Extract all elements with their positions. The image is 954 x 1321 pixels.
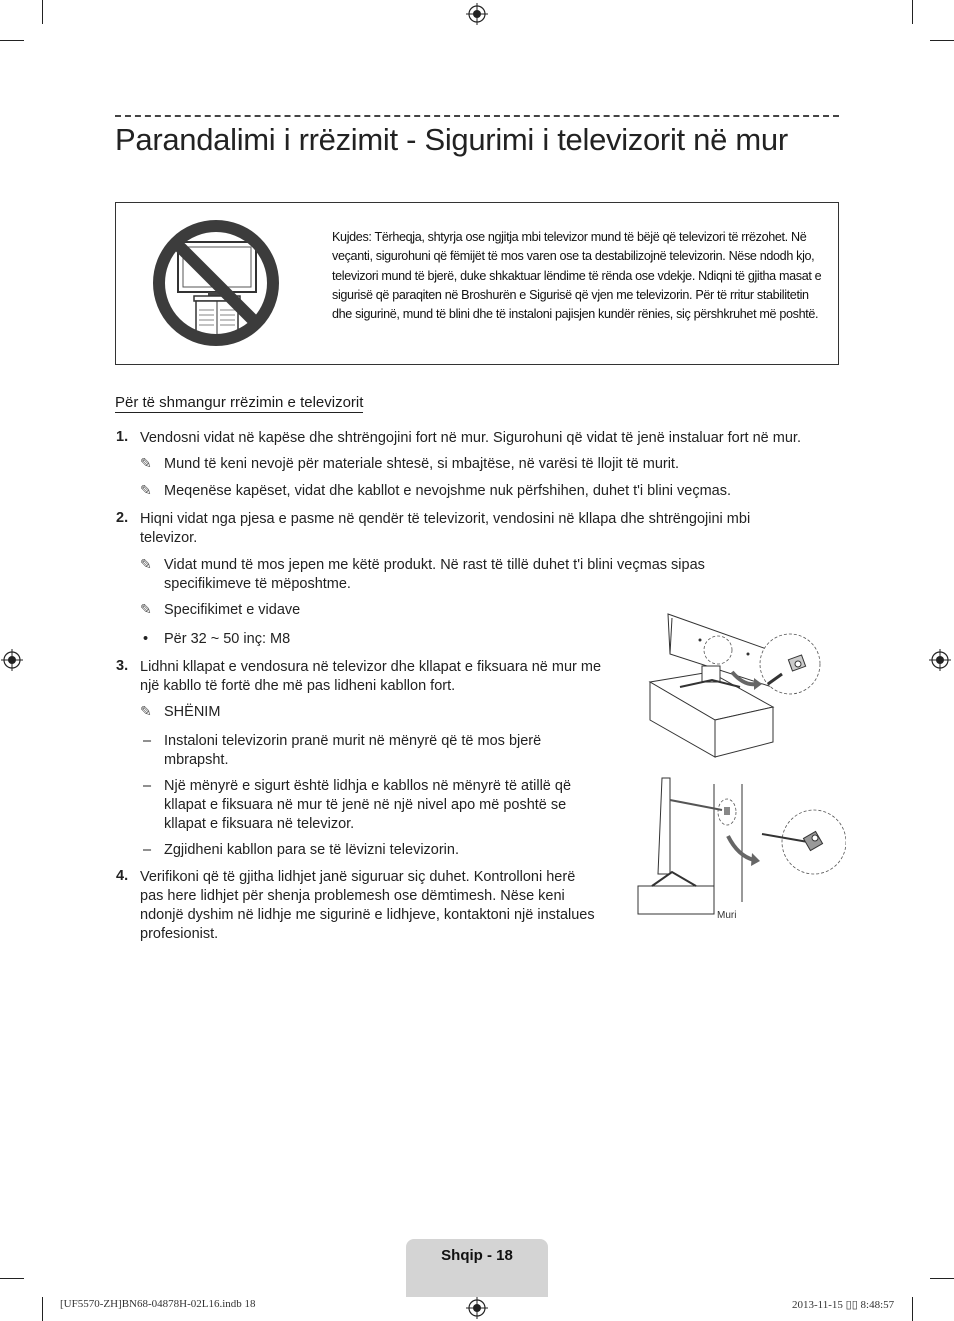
print-timestamp: 2013-11-15 ▯▯ 8:48:57 <box>792 1299 895 1311</box>
registration-mark-icon <box>1 649 23 671</box>
step-text: Lidhni kllapat e vendosura në televizor dhe kllapat e fiksuara në mur me një kabllo të fortë dhe më pas lidheni kabllon fort. <box>140 659 602 694</box>
step-number: 2. <box>116 510 129 526</box>
page-number: Shqip - 18 <box>441 1247 513 1264</box>
note-text: Vidat mund të mos jepen me këtë produkt. Në rast të tillë duhet t'i blini veçmas sipas specifikimeve të mëposhtme. <box>164 557 705 592</box>
dash-icon: – <box>143 842 152 858</box>
note-icon: ✎ <box>140 703 152 719</box>
step-number: 1. <box>116 429 129 445</box>
note-text: Meqenëse kapëset, vidat dhe kabllot e nevojshme nuk përfshihen, duhet t'i blini veçmas. <box>164 483 731 499</box>
registration-mark-icon <box>929 649 951 671</box>
bullet-icon: • <box>143 631 149 647</box>
crop-mark <box>42 1297 43 1321</box>
note-label: SHËNIM <box>164 704 221 720</box>
step-text: Verifikoni që të gjitha lidhjet janë siguruar siç duhet. Kontrolloni herë pas here lidhjet për shenja problemesh ose dëmtimesh. Nëse keni ndonjë dyshim në lidhje me sigurinë e lidhjeve, kontaktoni një instalues profesionist. <box>140 869 595 942</box>
tv-wall-cable-illustration <box>636 774 846 922</box>
caution-text: Kujdes: Tërheqja, shtyrja ose ngjitja mbi televizor mund të bëjë që televizori të rrëzohet. Në veçanti, sigurohuni që fëmijët të mos varen ose ta destabilizojnë televizorin. Nëse ndodh kjo, televizori mund të bjerë, duke shkaktuar lëndime të rënda ose vdekje. Ndiqni të gjitha masat e sigurisë që paraqiten në Broshurën e Sigurisë që vjen me televizorin. Për të rritur stabilitetin dhe sigurinë, mund të blini dhe të instaloni pajisjen kundër rënies, siç përshkruhet më poshtë. <box>332 230 822 322</box>
registration-mark-icon <box>466 1297 488 1319</box>
crop-mark <box>912 1297 913 1321</box>
step-number: 4. <box>116 868 129 884</box>
page-number-tab <box>406 1239 548 1297</box>
note-icon: ✎ <box>140 455 152 471</box>
crop-mark <box>42 0 43 24</box>
page-title: Parandalimi i rrëzimit - Sigurimi i televizorit në mur <box>115 122 788 157</box>
note-text: Specifikimet e vidave <box>164 602 301 618</box>
note-icon: ✎ <box>140 601 152 617</box>
no-climbing-tv-icon <box>150 218 282 348</box>
note-icon: ✎ <box>140 482 152 498</box>
crop-mark <box>930 40 954 41</box>
crop-mark <box>912 0 913 24</box>
dash-text: Instaloni televizorin pranë murit në mënyrë që të mos bjerë mbrapsht. <box>164 733 542 768</box>
section-heading: Për të shmangur rrëzimin e televizorit <box>115 394 364 411</box>
step-number: 3. <box>116 658 129 674</box>
crop-mark <box>0 40 24 41</box>
dash-text: Zgjidheni kabllon para se të lëvizni televizorin. <box>164 842 459 858</box>
tv-bracket-illustration <box>640 612 840 762</box>
note-text: Mund të keni nevojë për materiale shtesë, si mbajtëse, në varësi të llojit të murit. <box>164 456 679 472</box>
dash-icon: – <box>143 778 152 794</box>
crop-mark <box>930 1278 954 1279</box>
crop-mark <box>0 1278 24 1279</box>
registration-mark-icon <box>466 3 488 25</box>
bullet-text: Për 32 ~ 50 inç: M8 <box>164 631 291 647</box>
print-file-info: [UF5570-ZH]BN68-04878H-02L16.indb 18 <box>60 1298 256 1310</box>
wall-label: Muri <box>717 910 737 921</box>
dash-icon: – <box>143 733 152 749</box>
title-divider <box>115 115 839 117</box>
step-text: Hiqni vidat nga pjesa e pasme në qendër të televizorit, vendosini në kllapa dhe shtrëngojini mbi televizor. <box>140 511 751 546</box>
dash-text: Një mënyrë e sigurt është lidhja e kabllos në mënyrë të atillë që kllapat e fiksuara në mur të jenë në një nivel apo më poshtë se kllapat e fiksuara në televizor. <box>164 778 572 832</box>
note-icon: ✎ <box>140 556 152 572</box>
step-text: Vendosni vidat në kapëse dhe shtrëngojini fort në mur. Sigurohuni që vidat të jenë instaluar fort në mur. <box>140 430 801 446</box>
